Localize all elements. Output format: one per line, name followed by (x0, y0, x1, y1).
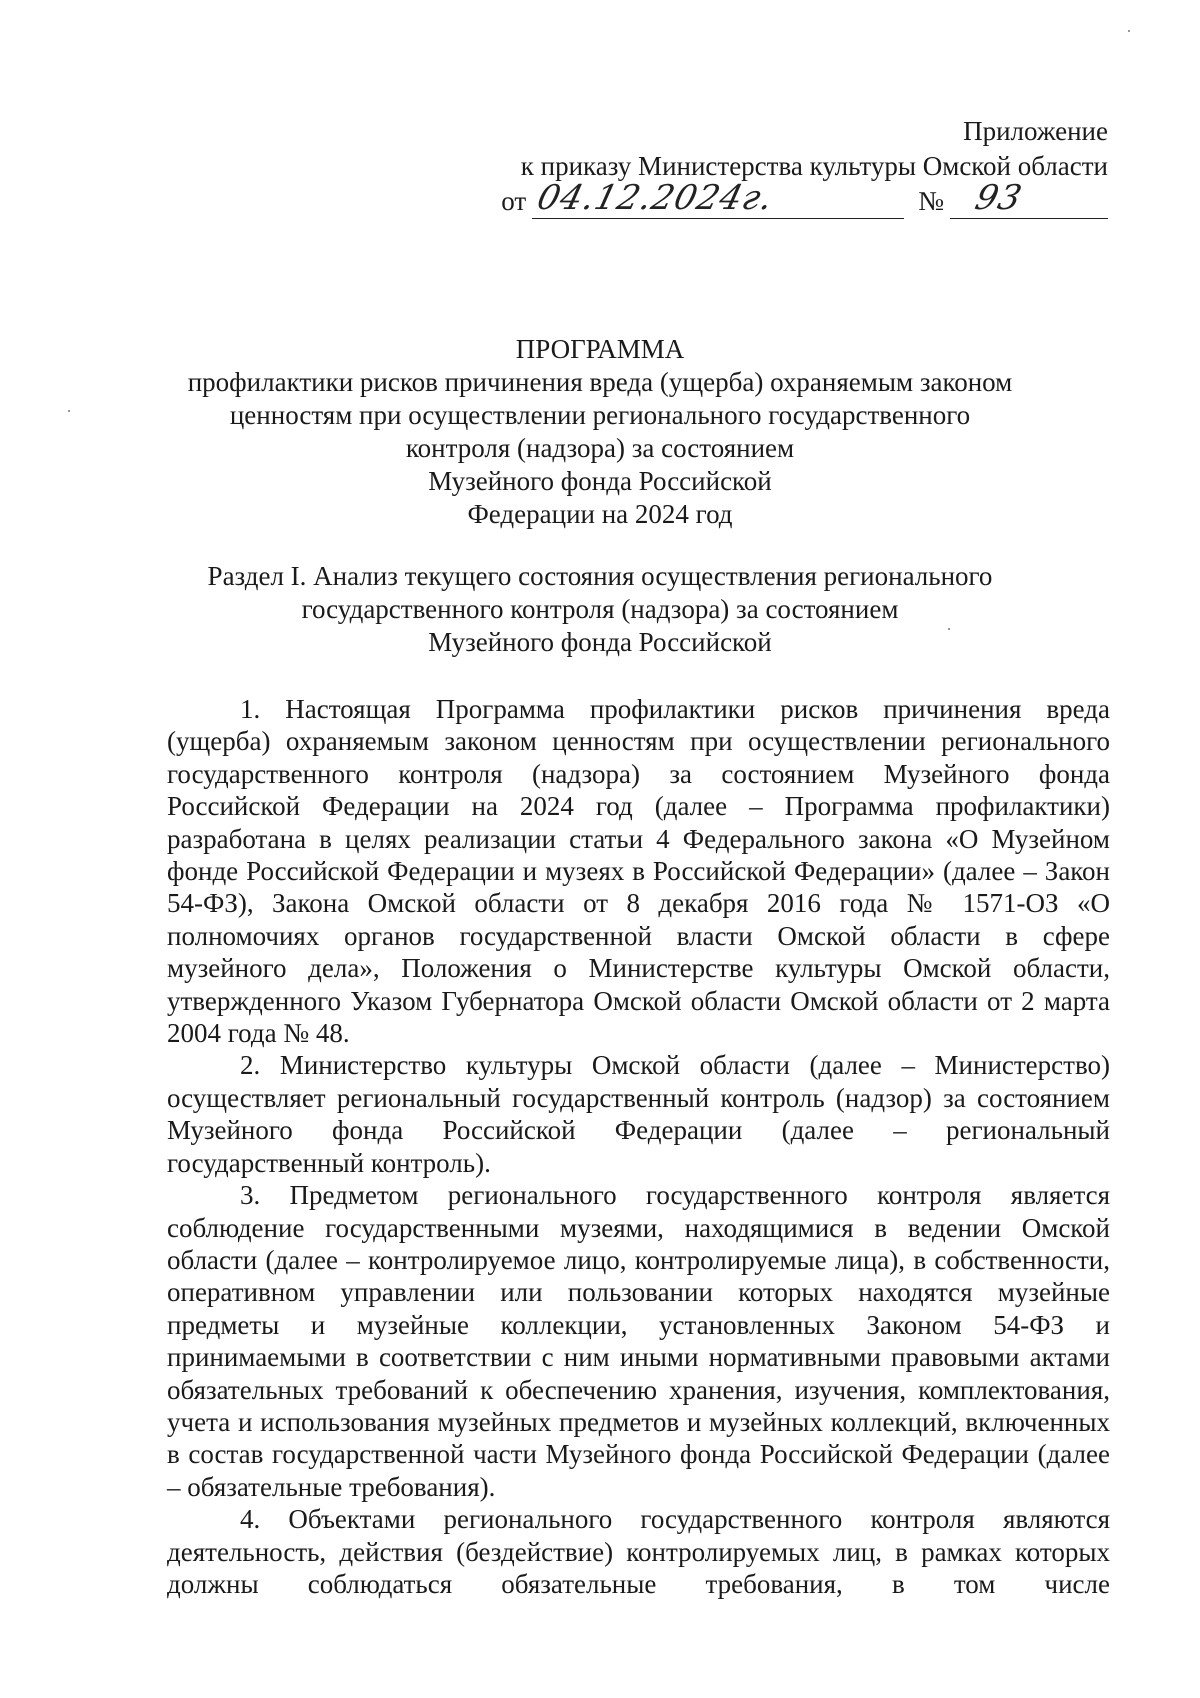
section-heading-line: Музейного фонда Российской (428, 627, 772, 657)
program-subtitle-line: контроля (надзора) за состоянием (405, 433, 795, 463)
number-label: № (918, 186, 944, 216)
scan-speck (1128, 30, 1130, 32)
handwritten-date: 04.12.2024г. (533, 178, 779, 218)
number-field (950, 178, 1108, 219)
section-heading-line: Раздел I. Анализ текущего состояния осуществления регионального (207, 561, 993, 591)
handwritten-number: 93 (971, 178, 1027, 218)
program-subtitle-line: профилактики рисков причинения вреда (ущерба) охраняемым законом (187, 367, 1013, 397)
appendix-order-ref: к приказу Министерства культуры Омской области (520, 151, 1108, 181)
program-subtitle-line: ценностям при осуществлении регионального государственного (229, 400, 971, 430)
appendix-title-row (428, 114, 1108, 149)
appendix-date-number-row (428, 178, 1108, 219)
document-body (167, 693, 1110, 1600)
appendix-header (428, 114, 1108, 219)
section-heading-line: государственного контроля (надзора) за состоянием (301, 594, 899, 624)
program-title-block (150, 333, 1050, 531)
paragraph-4: 4. Объектами регионального государственного контроля являются деятельность, действия (бездействие) контролируемых лиц, в рамках которых должны соблюдаться обязательные требования, в том числе (167, 1504, 1110, 1599)
program-subtitle-line: Музейного фонда Российской (428, 466, 772, 496)
date-field (532, 178, 904, 219)
scan-speck (948, 628, 950, 630)
date-prefix: от (501, 186, 527, 216)
program-subtitle-line: Федерации на 2024 год (467, 499, 733, 529)
paragraph-3: 3. Предметом регионального государственного контроля является соблюдение государственными музеями, находящимися в ведении Омской области (далее – контролируемое лицо, контролируемые лица), в собственности, оперативном управлении или пользовании которых находятся музейные предметы и музейные коллекции, установленных Законом 54-ФЗ и принимаемыми в соответствии с ним иными нормативными правовыми актами обязательных требований к обеспечению хранения, изучения, комплектования, учета и использования музейных предметов и музейных коллекций, включенных в состав государственной части Музейного фонда Российской Федерации (далее – обязательные требования). (167, 1180, 1110, 1502)
section-heading (150, 560, 1050, 659)
appendix-title: Приложение (963, 116, 1108, 146)
paragraph-1: 1. Настоящая Программа профилактики рисков причинения вреда (ущерба) охраняемым законом ценностям при осуществлении регионального государственного контроля (надзора) за состоянием Музейного фонда Российской Федерации на 2024 год (далее – Программа профилактики) разработана в целях реализации статьи 4 Федерального закона «О Музейном фонде Российской Федерации и музеях в Российской Федерации» (далее – Закон 54-ФЗ), Закона Омской области от 8 декабря 2016 года № 1571-ОЗ «О полномочиях органов государственной власти Омской области в сфере музейного дела», Положения о Министерстве культуры Омской области, утвержденного Указом Губернатора Омской области Омской области от 2 марта 2004 года № 48. (167, 694, 1110, 1049)
program-title: ПРОГРАММА (515, 334, 685, 364)
paragraph-2: 2. Министерство культуры Омской области (далее – Министерство) осуществляет региональный государственный контроль (надзор) за состоянием Музейного фонда Российской Федерации (далее – региональный государственный контроль). (167, 1050, 1110, 1178)
scan-speck (68, 410, 70, 412)
